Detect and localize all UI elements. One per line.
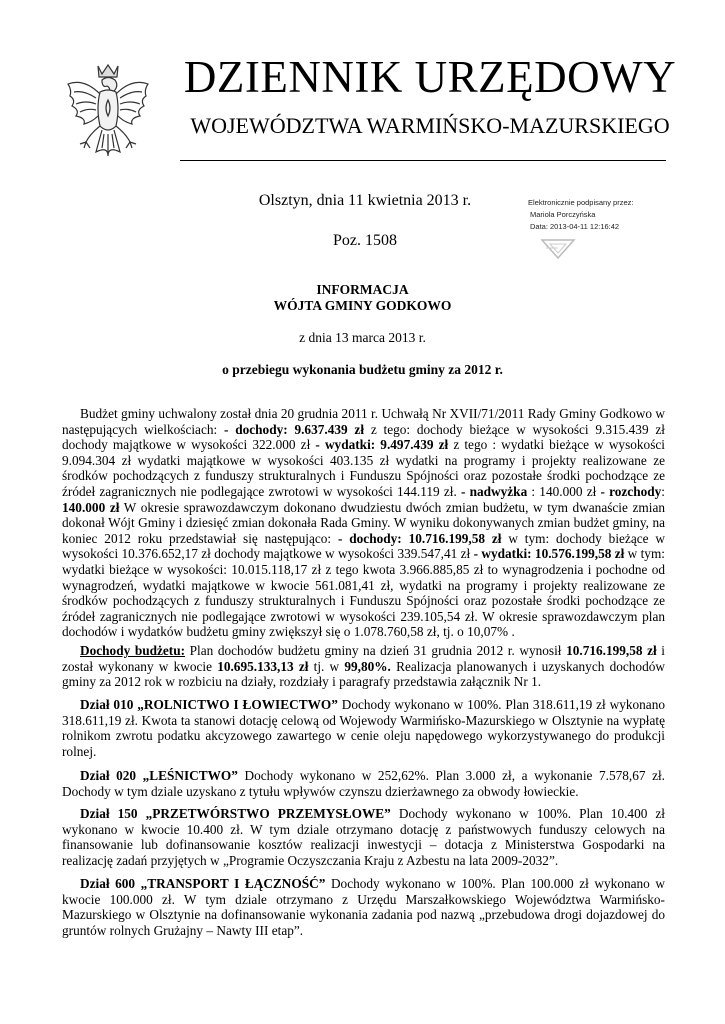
text-run: : — [661, 483, 665, 499]
text-run: w tym: dochody bieżące w wysokości 10.376.652,17 zł dochody majątkowe w wysokości 339.547,41 zł — [62, 530, 665, 562]
document-issuer: WÓJTA GMINY GODKOWO — [273, 298, 452, 313]
gazette-subtitle: WOJEWÓDZTWA WARMIŃSKO-MAZURSKIEGO — [190, 113, 670, 138]
place-date: Olsztyn, dnia 11 kwietnia 2013 r. — [258, 192, 472, 209]
text-run: - wydatki: 9.497.439 zł — [315, 437, 449, 453]
text-run: w tym: wydatki bieżące w wysokości: 10.015.118,17 zł z tego kwota 3.966.885,85 zł to wynagrodzenia i pochodne od wynagrodzeń, wydatki majątkowe w kwocie 561.081,41 zł, wydatki na programy i projekty realizowane ze środków pochodzących z funduszy strukturalnych i Funduszu Spójności oraz pozostałe środki pochodzące ze źródeł zagranicznych nie podlegające zwrotowi w wysokości 239.105,54 zł. W okresie sprawozdawczym plan dochodów i wydatków budżetu gminy zwiększył się o 1.078.760,58 zł, tj. o 10,07% . — [62, 546, 665, 640]
text-run: Realizacja planowanych i uzyskanych dochodów gminy za 2012 rok w rozbiciu na działy, rozdziały i paragrafy przedstawia załącznik Nr 1. — [62, 658, 665, 690]
text-run: Budżet gminy uchwalony został dnia 20 grudnia 2011 r. Uchwałą Nr XVII/71/2011 Rady Gminy Godkowo w następujących wielkościach: — [62, 406, 665, 437]
text-run: 10.716.199,58 zł — [566, 643, 657, 658]
text-run: - dochody: 9.637.439 zł — [224, 421, 365, 437]
text-run: Dochody wykonano w 252,62%. Plan 3.000 zł, a wykonanie 7.578,67 zł. Dochody w tym dziale uzyskano z tytułu wpływów czynszu dzierżawnego za obwody łowieckie. — [62, 768, 665, 799]
paragraph-budget-income — [62, 643, 665, 690]
electronic-signature — [528, 197, 678, 233]
paragraph-dzial-020 — [62, 768, 665, 799]
text-run: Dział 010 „ROLNICTWO I ŁOWIECTWO” — [80, 697, 338, 712]
text-run: 99,80%. — [344, 658, 391, 674]
document-subject: o przebiegu wykonania budżetu gminy za 2012 r. — [222, 362, 503, 377]
paragraph-budget-overview — [62, 406, 665, 640]
text-run: W okresie sprawozdawczym dokonano dwudziestu dwóch zmian budżetu, w tym dwanaście zmian dokonał Wójt Gminy i dziesięć zmian dokonała Rada Gminy. W wyniku dokonywanych zmian budżet gminy, na koniec 2012 roku przedstawiał się następująco: — [62, 499, 666, 546]
position-number: Poz. 1508 — [333, 232, 397, 249]
gazette-title: DZIENNIK URZĘDOWY — [183, 52, 677, 102]
text-run: z tego: dochody bieżące w wysokości 9.315.439 zł dochody majątkowe w wysokości 322.000 zł — [62, 421, 665, 453]
document-date: z dnia 13 marca 2013 r. — [299, 330, 426, 345]
text-run: Dochody budżetu: — [80, 643, 186, 658]
text-run: Dochody wykonano w 100%. Plan 10.400 zł wykonano w kwocie 10.400 zł. W tym dziale otrzymano dotację z państwowych funduszy celowych na finansowanie lub dofinansowanie kosztów realizacji inwestycji – dotacja z Ministerstwa Gospodarki na realizację zadań przyjętych w „Programie Oczyszczania Kraju z Azbestu na lata 2009-2032”. — [62, 806, 666, 868]
text-run: - wydatki: 10.576.199,58 zł — [473, 546, 625, 562]
text-run: Dochody wykonano w 100%. Plan 100.000 zł wykonano w kwocie 100.000 zł. W tym dziale otrzymano z Urzędu Marszałkowskiego Województwa Warmińsko-Mazurskiego w Olsztynie na dofinansowanie wykonania zadania pod nazwą „przebudowa drogi dojazdowej do gruntów rolnych Grużajny – Nawty III etap”. — [62, 876, 665, 938]
eagle-emblem-icon — [62, 60, 154, 168]
paragraph-dzial-150 — [62, 806, 665, 868]
text-run: z tego : wydatki bieżące w wysokości 9.094.304 zł wydatki majątkowe w wysokości 403.135 zł wydatki na programy i projekty realizowane ze środków pochodzących z funduszy strukturalnych i Funduszu Spójności oraz pozostałe środki pochodzące ze źródeł zagranicznych nie podlegające zwrotowi w wysokości 144.119 zł. — [62, 437, 665, 499]
header-divider — [180, 160, 666, 161]
text-run: tj. w — [308, 658, 345, 674]
text-run: : 140.000 zł — [527, 483, 601, 499]
text-run: 140.000 zł — [62, 499, 120, 515]
signature-caption: Elektronicznie podpisany przez: — [528, 198, 634, 207]
text-run: 10.695.133,13 zł — [217, 658, 309, 674]
text-run: Dział 600 „TRANSPORT I ŁĄCZNOŚĆ” — [80, 876, 326, 891]
text-run: - dochody: 10.716.199,58 zł — [337, 530, 502, 546]
text-run: Dział 020 „LEŚNICTWO” — [80, 768, 238, 783]
paragraph-dzial-010 — [62, 697, 665, 759]
signature-signer: Mariola Porczyńska — [530, 210, 596, 219]
text-run: Dział 150 „PRZETWÓRSTWO PRZEMYSŁOWE” — [80, 806, 391, 821]
text-run: i został wykonany w kwocie — [62, 643, 665, 674]
text-run: Plan dochodów budżetu gminy na dzień 31 grudnia 2012 r. wynosił — [185, 643, 567, 658]
paragraph-dzial-600 — [62, 876, 665, 938]
document-heading: INFORMACJA — [316, 282, 409, 297]
signature-seal-icon — [538, 236, 578, 260]
signature-date: Data: 2013-04-11 12:16:42 — [530, 222, 620, 231]
text-run: - rozchody — [600, 483, 662, 499]
text-run: - nadwyżka — [460, 483, 528, 499]
text-run: Dochody wykonano w 100%. Plan 318.611,19 zł wykonano 318.611,19 zł. Kwota ta stanowi dotację celową od Wojewody Warmińsko-Mazurskiego w Olsztynie na wypłatę rolnikom zwrotu podatku akcyzowego zawartego w cenie oleju napędowego wykorzystywanego do produkcji rolnej. — [62, 697, 665, 759]
